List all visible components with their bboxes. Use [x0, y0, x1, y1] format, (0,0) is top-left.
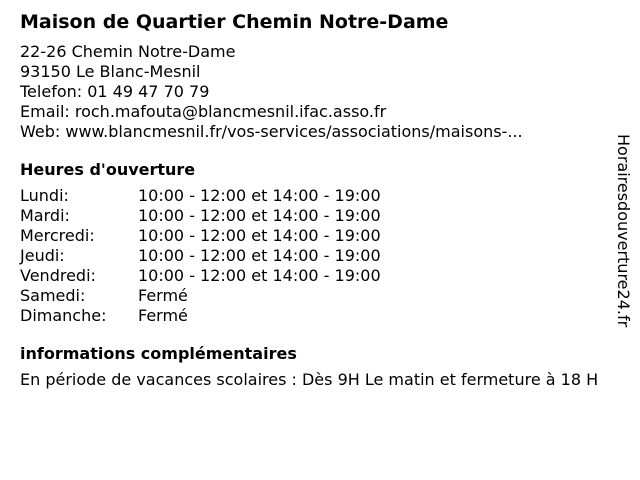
hours-row-jeudi	[20, 246, 610, 266]
hours-row-vendredi	[20, 266, 610, 286]
brand-watermark: Horairesdouverture24.fr	[614, 134, 633, 328]
time-value: 10:00 - 12:00 et 14:00 - 19:00	[138, 266, 381, 285]
day-label: Dimanche:	[20, 306, 107, 325]
address-city: 93150 Le Blanc-Mesnil	[20, 62, 201, 81]
address-street: 22-26 Chemin Notre-Dame	[20, 42, 236, 61]
day-label: Mardi:	[20, 206, 70, 225]
info-heading: informations complémentaires	[20, 344, 297, 363]
time-value: Fermé	[138, 306, 188, 325]
hours-heading: Heures d'ouverture	[20, 160, 196, 179]
day-label: Lundi:	[20, 186, 69, 205]
hours-row-lundi	[20, 186, 610, 206]
day-label: Vendredi:	[20, 266, 96, 285]
phone-line: Telefon: 01 49 47 70 79	[20, 82, 210, 101]
time-value: 10:00 - 12:00 et 14:00 - 19:00	[138, 186, 381, 205]
email-line: Email: roch.mafouta@blancmesnil.ifac.asso.fr	[20, 102, 387, 121]
day-label: Mercredi:	[20, 226, 95, 245]
day-label: Samedi:	[20, 286, 86, 305]
hours-row-dimanche	[20, 306, 610, 326]
hours-row-samedi	[20, 286, 610, 306]
web-line: Web: www.blancmesnil.fr/vos-services/associations/maisons-...	[20, 122, 523, 141]
hours-row-mardi	[20, 206, 610, 226]
place-title: Maison de Quartier Chemin Notre-Dame	[20, 11, 449, 33]
time-value: 10:00 - 12:00 et 14:00 - 19:00	[138, 246, 381, 265]
time-value: 10:00 - 12:00 et 14:00 - 19:00	[138, 206, 381, 225]
info-text: En période de vacances scolaires : Dès 9H Le matin et fermeture à 18 H	[20, 370, 599, 389]
address-block	[20, 42, 610, 142]
place-info	[20, 10, 610, 390]
time-value: Fermé	[138, 286, 188, 305]
hours-row-mercredi	[20, 226, 610, 246]
hours-table	[20, 186, 610, 326]
day-label: Jeudi:	[20, 246, 65, 265]
time-value: 10:00 - 12:00 et 14:00 - 19:00	[138, 226, 381, 245]
